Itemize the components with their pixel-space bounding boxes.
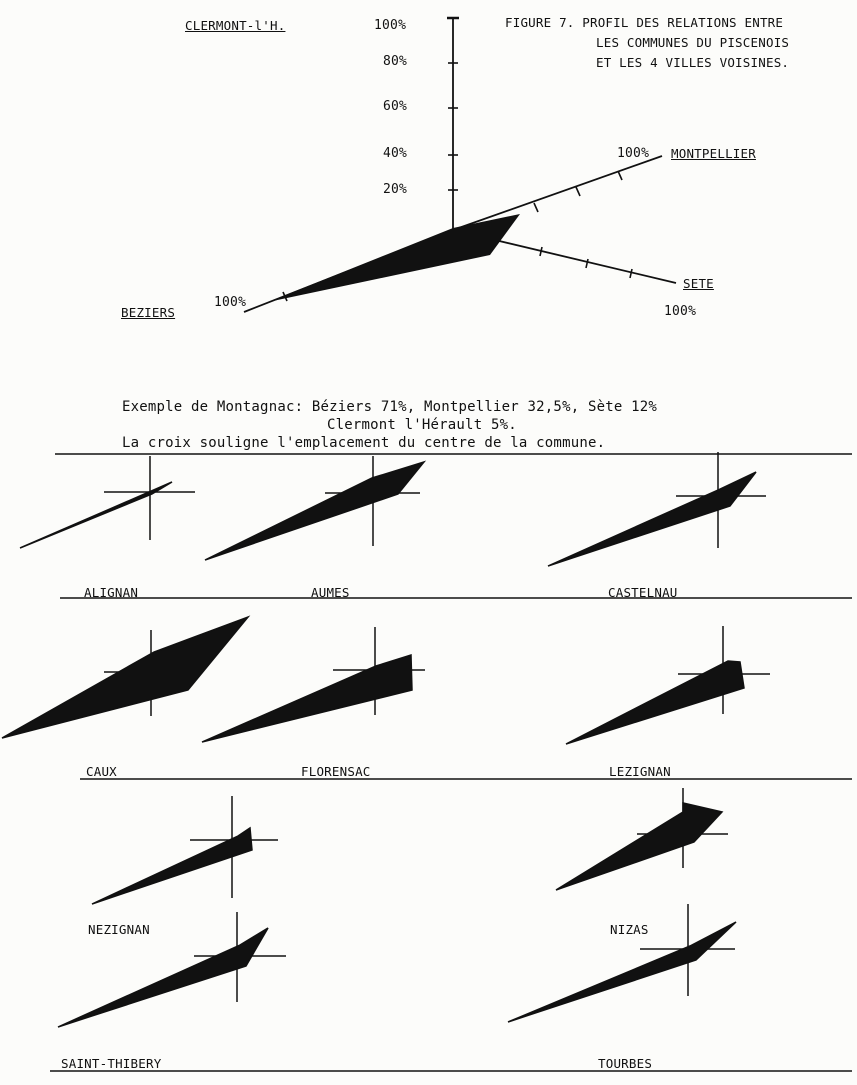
axis-label-beziers: BEZIERS	[121, 305, 176, 320]
commune-label-castelnau: CASTELNAU	[608, 585, 678, 600]
axis-label-clermont: CLERMONT-l'H.	[185, 18, 286, 33]
commune-label-florensac: FLORENSAC	[301, 764, 371, 779]
example-line-1: Exemple de Montagnac: Béziers 71%, Montpellier 32,5%, Sète 12%	[122, 399, 657, 415]
example-line-2: Clermont l'Hérault 5%.	[327, 417, 517, 433]
tick-label-100: 100%	[374, 18, 407, 33]
profile-castelnau	[548, 452, 766, 566]
montagnac-example-profile	[268, 214, 520, 302]
profile-lezignan	[566, 626, 770, 744]
end-label-montpellier: 100%	[617, 146, 650, 161]
axis-label-sete: SETE	[683, 276, 714, 291]
commune-label-nizas: NIZAS	[610, 922, 649, 937]
example-line-3: La croix souligne l'emplacement du centre de la commune.	[122, 435, 606, 451]
commune-label-aumes: AUMES	[311, 585, 350, 600]
commune-label-tourbes: TOURBES	[598, 1056, 653, 1071]
commune-label-alignan: ALIGNAN	[84, 585, 139, 600]
profile-caux	[2, 617, 248, 738]
axis-label-montpellier: MONTPELLIER	[671, 146, 756, 161]
tick-label-40: 40%	[383, 146, 408, 161]
commune-label-nezignan: NEZIGNAN	[88, 922, 150, 937]
profile-alignan	[20, 456, 195, 548]
figure-title-line-2: LES COMMUNES DU PISCENOIS	[596, 35, 790, 50]
tick-label-60: 60%	[383, 99, 408, 114]
commune-label-saint-thibery: SAINT-THIBERY	[61, 1056, 162, 1071]
end-label-beziers: 100%	[214, 295, 247, 310]
commune-label-caux: CAUX	[86, 764, 117, 779]
profile-florensac	[202, 627, 425, 742]
commune-label-lezignan: LEZIGNAN	[609, 764, 671, 779]
figure-title-line-3: ET LES 4 VILLES VOISINES.	[596, 55, 790, 70]
tick-label-20: 20%	[383, 182, 408, 197]
end-label-sete: 100%	[664, 304, 697, 319]
axis-montpellier	[453, 156, 662, 230]
profile-aumes	[205, 456, 424, 560]
figure-title-line-1: FIGURE 7. PROFIL DES RELATIONS ENTRE	[505, 15, 784, 30]
tick-label-80: 80%	[383, 54, 408, 69]
profile-nizas	[556, 788, 728, 890]
profile-nezignan	[92, 796, 278, 904]
commune-profiles	[2, 452, 770, 1027]
